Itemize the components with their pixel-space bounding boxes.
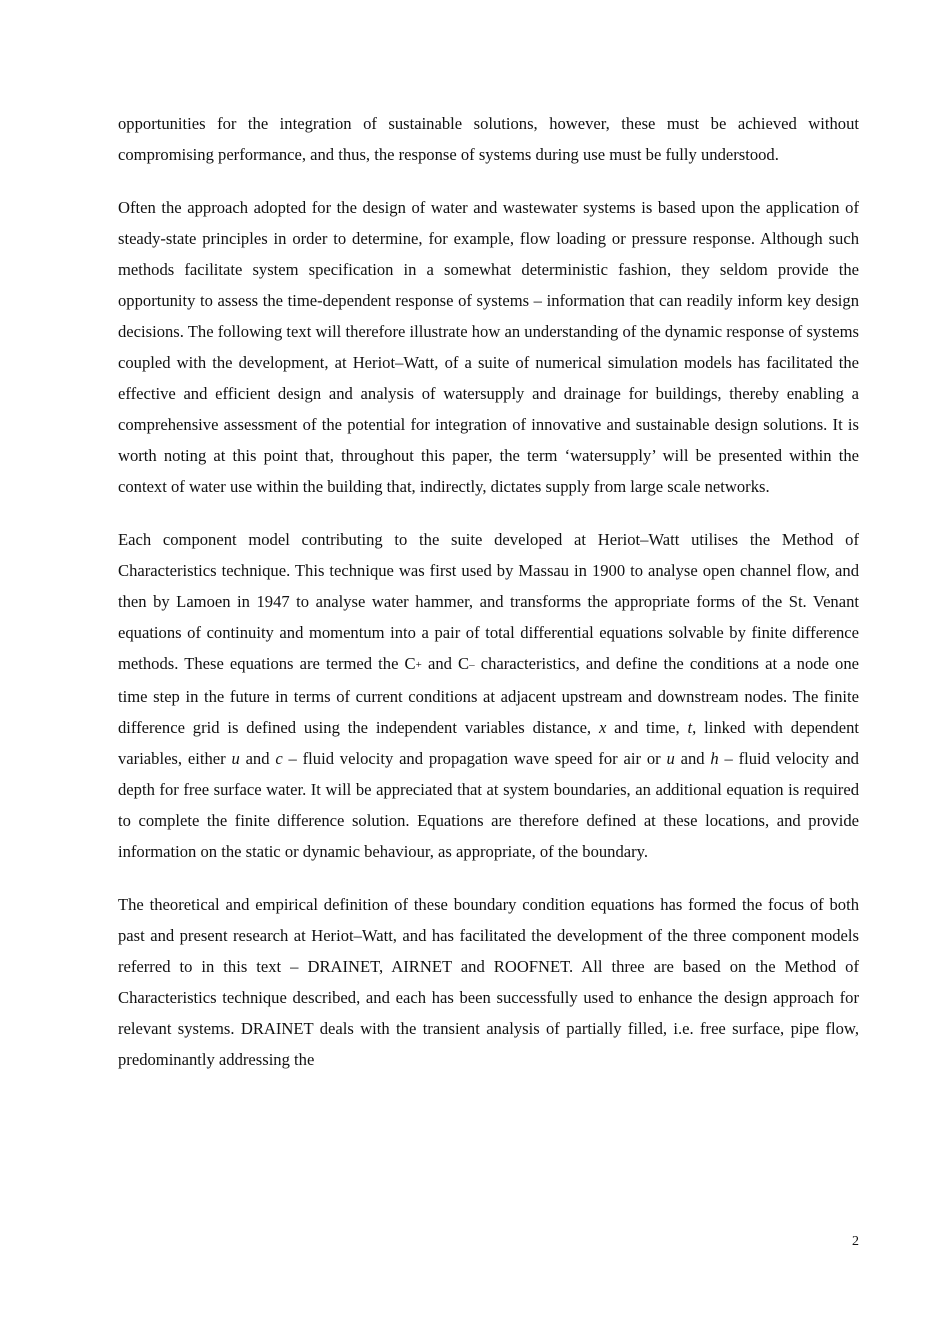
paragraph-3-text-i: – fluid velocity and depth for free surface water. It will be appreciated that at system boundaries, an additional equation is required to complete the finite difference solution. Equations are therefore defined at these locations, and provide information on the static or dynamic behaviour, as appropriate, of the boundary.: [118, 749, 859, 861]
paragraph-3: [118, 524, 859, 867]
paragraph-4: The theoretical and empirical definition of these boundary condition equations has formed the focus of both past and present research at Heriot–Watt, and has facilitated the development of the three component models referred to in this text – DRAINET, AIRNET and ROOFNET. All three are based on the Method of Characteristics technique described, and each has been successfully used to enhance the design approach for relevant systems. DRAINET deals with the transient analysis of partially filled, i.e. free surface, pipe flow, predominantly addressing the: [118, 895, 859, 1069]
variable-u-second: u: [666, 749, 675, 768]
paragraph-2: Often the approach adopted for the design of water and wastewater systems is based upon the application of steady-state principles in order to determine, for example, flow loading or pressure response. Although such methods facilitate system specification in a somewhat deterministic fashion, they seldom provide the opportunity to assess the time-dependent response of systems – information that can readily inform key design decisions. The following text will therefore illustrate how an understanding of the dynamic response of systems coupled with the development, at Heriot–Watt, of a suite of numerical simulation models has facilitated the effective and efficient design and analysis of watersupply and drainage for buildings, thereby enabling a comprehensive assessment of the potential for integration of innovative and sustainable design solutions. It is worth noting at this point that, throughout this paper, the term ‘watersupply’ will be presented within the context of water use within the building that, indirectly, dictates supply from large scale networks.: [118, 198, 859, 496]
paragraph-3-text-g: – fluid velocity and propagation wave speed for air or: [282, 749, 667, 768]
page-number: 2: [852, 1234, 859, 1249]
paragraph-3-text-e: , linked with dependent variables, either: [118, 718, 859, 768]
c-plus-superscript: +: [415, 659, 422, 671]
paragraph-3-text-d: and time,: [606, 718, 688, 737]
paragraph-3-text-c: characteristics, and define the conditions at a node one time step in the future in terms of current conditions at adjacent upstream and downstream nodes. The finite difference grid is defined using the independent variables distance,: [118, 654, 860, 737]
variable-h: h: [710, 749, 719, 768]
paragraph-3-text-a: Each component model contributing to the suite developed at Heriot–Watt utilises the Method of Characteristics technique. This technique was first used by Massau in 1900 to analyse open channel flow, and then by Lamoen in 1947 to analyse water hammer, and transforms the appropriate forms of the St. Venant equations of continuity and momentum into a pair of total differential equations solvable by finite difference methods. These equations are termed the C: [118, 530, 859, 673]
paragraph-3-text-h: and: [674, 749, 711, 768]
variable-x: x: [598, 718, 607, 737]
document-body: [118, 108, 859, 1097]
paragraph-3-text-b: and C: [421, 654, 470, 673]
paragraph-3-text-f: and: [239, 749, 276, 768]
c-minus-superscript: –: [469, 659, 475, 671]
paragraph-1: opportunities for the integration of sustainable solutions, however, these must be achieved without compromising performance, and thus, the response of systems during use must be fully understood.: [118, 114, 859, 164]
variable-t: t: [687, 718, 693, 737]
variable-c: c: [275, 749, 283, 768]
variable-u: u: [231, 749, 240, 768]
